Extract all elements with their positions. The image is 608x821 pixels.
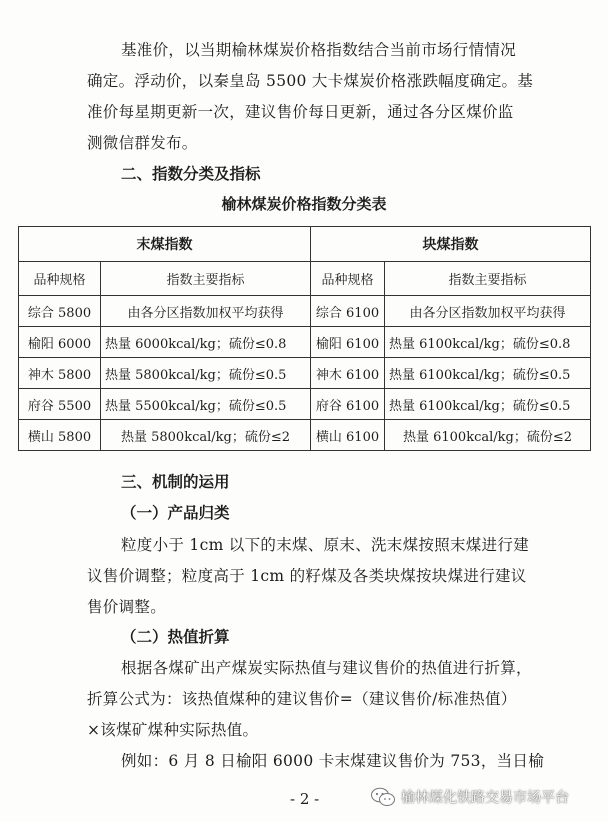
page-number: - 2 - (290, 790, 320, 808)
calorie-line-3: ×该煤矿煤种实际热值。 (87, 721, 259, 739)
heading-section-2: 二、指数分类及指标 (121, 165, 261, 183)
cell-spec-left: 综合 5800 (19, 296, 101, 327)
cell-spec-right: 府谷 6100 (311, 389, 385, 420)
cell-spec-right: 神木 6100 (311, 358, 385, 389)
watermark-text: 榆林煤化铁路交易市场平台 (401, 790, 569, 806)
table-row (19, 389, 591, 420)
cell-spec-left: 榆阳 6000 (19, 327, 101, 358)
table-group-header (19, 227, 591, 262)
intro-line-2: 确定。浮动价，以秦皇岛 5500 大卡煤炭价格涨跌幅度确定。基 (87, 72, 534, 90)
table-column-header (19, 262, 591, 296)
calorie-line-4: 例如：6 月 8 日榆阳 6000 卡末煤建议售价为 753，当日榆 (121, 752, 545, 770)
group-fine-coal: 末煤指数 (19, 227, 311, 262)
col-spec-left: 品种规格 (19, 262, 101, 296)
cell-indicator-left: 热量 5800kcal/kg；硫份≤2 (101, 420, 311, 451)
cell-spec-right: 横山 6100 (311, 420, 385, 451)
table-row (19, 327, 591, 358)
wechat-icon (370, 787, 396, 807)
cell-spec-right: 综合 6100 (311, 296, 385, 327)
col-indicator-left: 指数主要指标 (101, 262, 311, 296)
col-spec-right: 品种规格 (311, 262, 385, 296)
index-classification-table (18, 226, 591, 451)
cell-indicator-right: 由各分区指数加权平均获得 (385, 296, 591, 327)
intro-line-3: 准价每星期更新一次，建议售价每日更新，通过各分区煤价监 (87, 103, 514, 121)
cell-indicator-right: 热量 6100kcal/kg；硫份≤0.8 (385, 327, 591, 358)
calorie-line-1: 根据各煤矿出产煤炭实际热值与建议售价的热值进行折算， (121, 659, 532, 677)
cell-indicator-right: 热量 6100kcal/kg；硫份≤0.5 (385, 389, 591, 420)
heading-calorie-conversion: （二）热值折算 (121, 628, 230, 646)
heading-section-3: 三、机制的运用 (121, 473, 230, 491)
col-indicator-right: 指数主要指标 (385, 262, 591, 296)
product-line-2: 议售价调整；粒度高于 1cm 的籽煤及各类块煤按块煤进行建议 (87, 567, 527, 585)
product-line-3: 售价调整。 (87, 598, 167, 616)
cell-spec-right: 榆阳 6100 (311, 327, 385, 358)
table-row (19, 296, 591, 327)
calorie-line-2: 折算公式为：该热值煤种的建议售价=（建议售价/标准热值） (87, 690, 517, 708)
cell-spec-left: 神木 5800 (19, 358, 101, 389)
table-row (19, 420, 591, 451)
group-lump-coal: 块煤指数 (311, 227, 591, 262)
intro-line-1: 基准价，以当期榆林煤炭价格指数结合当前市场行情情况 (121, 41, 517, 59)
cell-indicator-right: 热量 6100kcal/kg；硫份≤2 (385, 420, 591, 451)
cell-indicator-right: 热量 6100kcal/kg；硫份≤0.5 (385, 358, 591, 389)
table-title: 榆林煤炭价格指数分类表 (221, 195, 387, 213)
cell-spec-left: 横山 5800 (19, 420, 101, 451)
cell-indicator-left: 热量 5500kcal/kg；硫份≤0.5 (101, 389, 311, 420)
cell-indicator-left: 热量 6000kcal/kg；硫份≤0.8 (101, 327, 311, 358)
intro-line-4: 测微信群发布。 (87, 134, 198, 152)
cell-indicator-left: 热量 5800kcal/kg；硫份≤0.5 (101, 358, 311, 389)
product-line-1: 粒度小于 1cm 以下的末煤、原末、洗末煤按照末煤进行建 (121, 536, 529, 554)
cell-spec-left: 府谷 5500 (19, 389, 101, 420)
table-row (19, 358, 591, 389)
heading-product-classification: （一）产品归类 (121, 504, 230, 522)
watermark (370, 787, 569, 807)
cell-indicator-left: 由各分区指数加权平均获得 (101, 296, 311, 327)
